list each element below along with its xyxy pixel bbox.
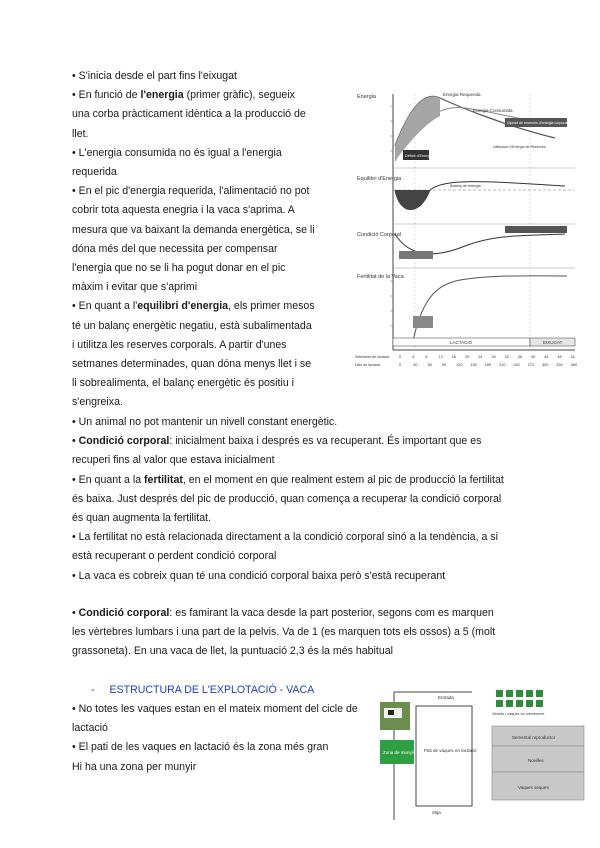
text-line [72,240,278,259]
text-line [72,528,498,547]
fig2-sitja: Sitja [432,810,441,815]
fig2-box2: Novilles [528,758,544,763]
text-line-pre: grassoneta). En una vaca de llet, la puntuació 2,3 és la més habitual [72,645,393,658]
text-line [72,490,501,509]
tick-week: 28 [491,355,496,359]
tick-day: 210 [499,363,506,367]
text-line-bold: Condició corporal [78,607,170,619]
fig1-label-deficit: Dèficit d'Energia [405,154,433,158]
tick-day: 240 [513,363,520,367]
text-line [72,604,494,623]
text-line [72,623,495,642]
text-line-pre: Hi ha una zona per munyir [72,760,197,773]
text-line-bold: equilibri d'energia [137,300,229,313]
section-heading-dash: - [91,684,95,696]
text-line [72,374,294,393]
text-line [72,163,117,182]
text-line-pre: • La fertilitat no està relacionada directament a la condició corporal sinó a la tendència, a si [72,531,498,544]
text-line-pre: • El pati de les vaques en lactació és la zona més gran [72,741,329,754]
fig1-label-consumida: Energia Consumida [473,108,513,113]
fig1-label-x1: Setmanes de lactació [355,355,390,359]
lactation-cycle-figure [355,86,577,368]
text-line [72,105,306,124]
tick-day: 120 [456,363,463,367]
tick-week: 24 [478,355,483,359]
text-line [72,451,275,470]
text-line-bold: Condició corporal [78,435,170,448]
text-line-pre: dóna més del que necessita per compensar [72,242,278,255]
tick-week: 40 [531,355,536,359]
tick-week: 32 [504,355,509,359]
text-line [72,355,311,374]
text-line-pre: té un balanç energètic negatiu, està subalimentada [72,319,312,332]
tick-week: 52 [570,355,575,359]
text-line [72,719,108,738]
text-line-post: , els primer mesos [228,300,315,313]
text-line-pre: • En quant a l' [72,300,138,313]
text-line [72,738,328,757]
text-line-pre: cobrir tota aquesta enegria i la vaca s'aprima. A [72,204,295,217]
text-line-pre: • En el pic d'energia requerida, l'alimentació no pot [72,185,310,198]
text-line-pre: mesura que va baixant la demanda energètica, se li [72,223,315,236]
text-line [72,125,89,144]
text-line-pre: s'engreixa. [72,396,123,409]
text-line-pre: l'energia que no se li ha pogut donar en el pic [72,262,286,274]
tick-day: 150 [470,363,477,367]
text-line-pre: llet. [72,127,89,140]
fig1-label-reserves: Dipòsit de reserves d'energia corporal [507,121,568,125]
tick-week: 12 [438,355,443,359]
text-line-pre: màxim i evitar que s'aprimi [72,281,198,294]
calf-pens [496,690,543,707]
fig2-zona-munyir: Zona de munyir [383,750,415,755]
tick-week: 20 [465,355,470,359]
text-line [72,336,287,355]
text-line [72,278,197,297]
tick-day: 270 [527,363,535,367]
text-line-pre: lactació [72,722,108,735]
text-line-pre: li sobrealimenta, el balanç energètic és positiu i [72,377,295,390]
tick-week: 44 [544,355,549,359]
fig1-label-utilitzacio: Utilització d'Energia de Reserves [493,145,546,149]
text-line [72,201,295,220]
fig1-label-lactacio: LACTACIÓ [450,340,473,345]
fig1-label-fertilitat: Fertilitat de la Vaca [357,274,404,280]
text-line-pre: • [72,607,79,619]
fig1-label-equilibri: Equilibri d'Energia [357,176,402,182]
text-line [72,758,196,777]
tick-week: 8 [425,355,428,359]
tick-day: 360 [570,363,577,367]
text-line [72,86,295,105]
fig2-box3: Vaques seques [518,785,549,790]
text-line [72,259,285,278]
fig1-label-x2: Dies de lactació [355,363,381,367]
fig1-label-balance: Balanç de energia [450,184,481,188]
text-line-post: : inicialment baixa i després es va recuperant. És important que es [169,435,482,448]
fig2-box1: Semental reproductor [512,735,556,740]
text-line [72,413,337,432]
fig1-label-requerida: Energia Requerida [443,92,481,97]
section-heading [91,684,314,696]
text-line [72,144,282,163]
text-line-pre: requerida [72,166,117,178]
text-line-post: : es famirant la vaca desde la part posterior, segons com es marquen [169,607,494,619]
text-line-pre: • Un animal no pot mantenir un nivell constant energètic. [72,416,338,428]
text-line-pre: és quan augmenta la fertilitat. [72,512,211,524]
text-line-pre: setmanes determinades, quan dóna menys llet i se [72,358,312,370]
text-line-pre: està recuperant o perdent condició corporal [72,550,277,563]
fig1-ticks-days [399,363,577,367]
pati-lactacio [416,706,472,806]
text-line-pre: • [72,435,79,448]
tick-day: 330 [556,363,563,367]
text-line-pre: i utilitza les reserves corporals. A partir d'unes [72,338,287,351]
text-line-pre: • En quant a la [72,473,145,486]
tick-week: 48 [557,355,562,359]
tick-day: 180 [484,363,492,367]
text-line [72,67,237,86]
tick-week: 36 [517,355,523,359]
text-line [72,393,123,412]
fig2-pati: Pati de vaques en lactació [424,748,477,753]
text-line-bold: fertilitat [144,473,183,486]
text-line [72,317,312,336]
fig2-entrada: Entrada [438,695,454,700]
tick-day: 60 [427,363,432,367]
farm-layout-figure [378,688,586,820]
text-line [72,509,211,528]
fertilitat-curve [413,276,567,341]
text-line [72,297,315,316]
text-line [72,471,504,490]
text-line [72,221,315,240]
text-line-pre: • En funció de [72,89,141,102]
fig1-label-eixugat: EIXUGAT [543,340,563,345]
tick-week: 4 [412,355,415,359]
text-line-pre: les vèrtebres lumbars i una part de la pelvis. Va de 1 (es marquen tots els ossos) a 5 (molt [72,626,496,639]
condicio-corporal-curve [395,234,565,254]
section-heading-text: ESTRUCTURA DE L'EXPLOTACIÓ - VACA [109,684,315,696]
tick-day: 30 [413,363,418,367]
fig2-legend: Vedells i vaques en creixement [492,712,545,716]
text-line-pre: una corba pràcticament idèntica a la producció de [72,108,306,121]
text-line [72,432,481,451]
text-line-pre: • No totes les vaques estan en el mateix moment del cicle de [72,703,358,715]
tick-day: 0 [399,363,402,367]
tick-week: 16 [451,355,457,359]
text-line-pre: • La vaca es cobreix quan té una condició corporal baixa però s'està recuperant [72,569,446,582]
text-line-pre: • L'energia consumida no és igual a l'energia [72,146,282,159]
text-line [72,547,276,566]
fig1-ticks-weeks [399,355,575,359]
fig1-label-energia: Energia [357,94,376,100]
text-line-bold: l'energia [140,89,184,102]
text-line-pre: • S'inicia desde el part fins l'eixugat [72,70,237,82]
text-line [72,642,393,661]
text-line [72,182,309,201]
tick-day: 90 [441,363,447,367]
text-line-pre: recuperi fins al valor que estava inicialment [72,454,275,467]
tick-week: 0 [399,355,402,359]
text-line-post: (primer gràfic), segueix [183,89,295,102]
fig1-label-condicio: Condició Corporal [357,232,402,238]
text-line [72,567,445,586]
text-line-pre: és baixa. Just després del pic de producció, quan comença a recuperar la condició corporal [72,492,502,505]
text-line-post: , en el moment en que realment estem al pic de producció la fertilitat [182,473,504,486]
tick-day: 300 [542,363,549,367]
equilibri-negative-area [395,190,430,210]
text-line [72,700,358,719]
